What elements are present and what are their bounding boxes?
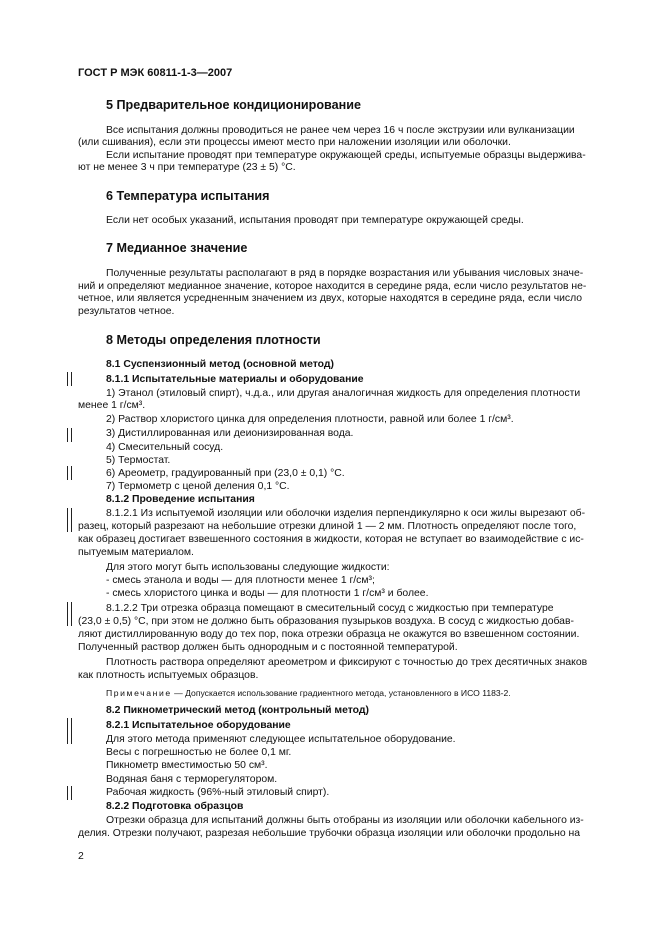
s7-line-2: ний и определяют медианное значение, которое находится в середине ряда, если число результатов не-: [78, 281, 587, 292]
change-bar: [71, 602, 72, 626]
change-bar: [71, 466, 72, 480]
item-1-line-2: менее 1 г/см³.: [78, 400, 146, 411]
p-8-1-2-2-line-2: (23,0 ± 0,5) °С, при этом не должно быть образования пузырьков воздуха. В сосуд с жидкостью добав-: [78, 616, 574, 627]
liquid-1: - смесь этанола и воды — для плотности менее 1 г/см³;: [106, 575, 375, 586]
document-header: ГОСТ Р МЭК 60811-1-3—2007: [78, 67, 233, 79]
s7-line-3: четное, или является усредненным значением из двух, которые находятся в середине ряда, если число: [78, 293, 583, 304]
subsection-8-2-title: 8.2 Пикнометрический метод (контрольный метод): [106, 705, 369, 716]
change-bar: [67, 718, 68, 744]
item-5: 5) Термостат.: [106, 455, 171, 466]
section-7-title: 7 Медианное значение: [106, 241, 248, 255]
change-bar: [67, 466, 68, 480]
change-bar: [67, 428, 68, 442]
item-3: 3) Дистиллированная или деионизированная вода.: [106, 428, 354, 439]
change-bar: [71, 372, 72, 386]
subsection-8-2-1-title: 8.2.1 Испытательное оборудование: [106, 720, 291, 731]
note: [106, 687, 511, 699]
p-8-1-2-2-line-4: Полученный раствор должен быть однородным и с постоянной температурой.: [78, 642, 458, 653]
subsection-8-1-2-title: 8.1.2 Проведение испытания: [106, 494, 255, 505]
item-6: 6) Ареометр, градуированный при (23,0 ± 0,1) °С.: [106, 468, 345, 479]
p-density-line-2: как плотность испытуемых образцов.: [78, 670, 259, 681]
s7-line-1: Полученные результаты располагают в ряд в порядке возрастания или убывания числовых значе-: [106, 268, 584, 279]
note-text: — Допускается использование градиентного метода, установленного в ИСО 1183-2.: [171, 688, 511, 698]
p-8-1-2-1-line-1: 8.1.2.1 Из испытуемой изоляции или оболочки изделия перпендикулярно к оси жилы вырезают об-: [106, 508, 586, 519]
s5-line-2: (или сшивания), если эти процессы имеют место при наложении изоляции или оболочки.: [78, 137, 511, 148]
p-8-1-2-1-line-3: как образец достигает взвешенного состояния в жидкости, которая не вступает во взаимодействие с ис-: [78, 534, 584, 545]
subsection-8-1-1-title: 8.1.1 Испытательные материалы и оборудование: [106, 374, 364, 385]
s5-line-1: Все испытания должны проводиться не ранее чем через 16 ч после экструзии или вулканизации: [106, 125, 575, 136]
page-number: 2: [78, 851, 84, 862]
change-bar: [71, 718, 72, 744]
p-8-1-2-1-line-2: разец, который разрезают на небольшие отрезки длиной 1 — 2 мм. Плотность определяют после того,: [78, 521, 577, 532]
equip-3: Водяная баня с терморегулятором.: [106, 774, 278, 785]
change-bar: [71, 508, 72, 532]
liquid-2: - смесь хлористого цинка и воды — для плотности 1 г/см³ и более.: [106, 588, 429, 599]
prep-line-2: делия. Отрезки получают, разрезая небольшие трубочки образца изоляции или оболочки продольно на: [78, 828, 581, 839]
change-bar: [67, 508, 68, 532]
equip-1: Весы с погрешностью не более 0,1 мг.: [106, 747, 292, 758]
change-bar: [71, 428, 72, 442]
s6-line-1: Если нет особых указаний, испытания проводят при температуре окружающей среды.: [106, 215, 524, 226]
equip-intro: Для этого метода применяют следующее испытательное оборудование.: [106, 734, 456, 745]
change-bar: [67, 786, 68, 800]
p-density-line-1: Плотность раствора определяют ареометром и фиксируют с точностью до трех десятичных знаков: [106, 657, 588, 668]
item-1-line-1: 1) Этанол (этиловый спирт), ч.д.а., или другая аналогичная жидкость для определения плотности: [106, 388, 581, 399]
equip-4: Рабочая жидкость (96%-ный этиловый спирт).: [106, 787, 330, 798]
p-8-1-2-2-line-3: ляют дистиллированную воду до тех пор, пока отрезки образца не окажутся во взвешенном состоянии.: [78, 629, 580, 640]
s5-line-3: Если испытание проводят при температуре окружающей среды, испытуемые образцы выдержива-: [106, 150, 586, 161]
item-4: 4) Смесительный сосуд.: [106, 442, 224, 453]
prep-line-1: Отрезки образца для испытаний должны быть отобраны из изоляции или оболочки кабельного из-: [106, 815, 584, 826]
change-bar: [67, 372, 68, 386]
change-bar: [67, 602, 68, 626]
subsection-8-1-title: 8.1 Суспензионный метод (основной метод): [106, 359, 334, 370]
p-8-1-2-1-line-4: пытуемым материалом.: [78, 547, 194, 558]
p-8-1-2-2-line-1: 8.1.2.2 Три отрезка образца помещают в смесительный сосуд с жидкостью при температуре: [106, 603, 554, 614]
section-6-title: 6 Температура испытания: [106, 189, 270, 203]
subsection-8-2-2-title: 8.2.2 Подготовка образцов: [106, 801, 244, 812]
section-5-title: 5 Предварительное кондиционирование: [106, 98, 361, 112]
change-bar: [71, 786, 72, 800]
note-label: Примечание: [106, 688, 172, 698]
s5-line-4: ют не менее 3 ч при температуре (23 ± 5) °С.: [78, 162, 296, 173]
equip-2: Пикнометр вместимостью 50 см³.: [106, 760, 268, 771]
s7-line-4: результатов четное.: [78, 306, 175, 317]
item-7: 7) Термометр с ценой деления 0,1 °С.: [106, 481, 290, 492]
section-8-title: 8 Методы определения плотности: [106, 333, 321, 347]
item-2: 2) Раствор хлористого цинка для определения плотности, равной или более 1 г/см³.: [106, 414, 514, 425]
liquids-intro: Для этого могут быть использованы следующие жидкости:: [106, 562, 390, 573]
